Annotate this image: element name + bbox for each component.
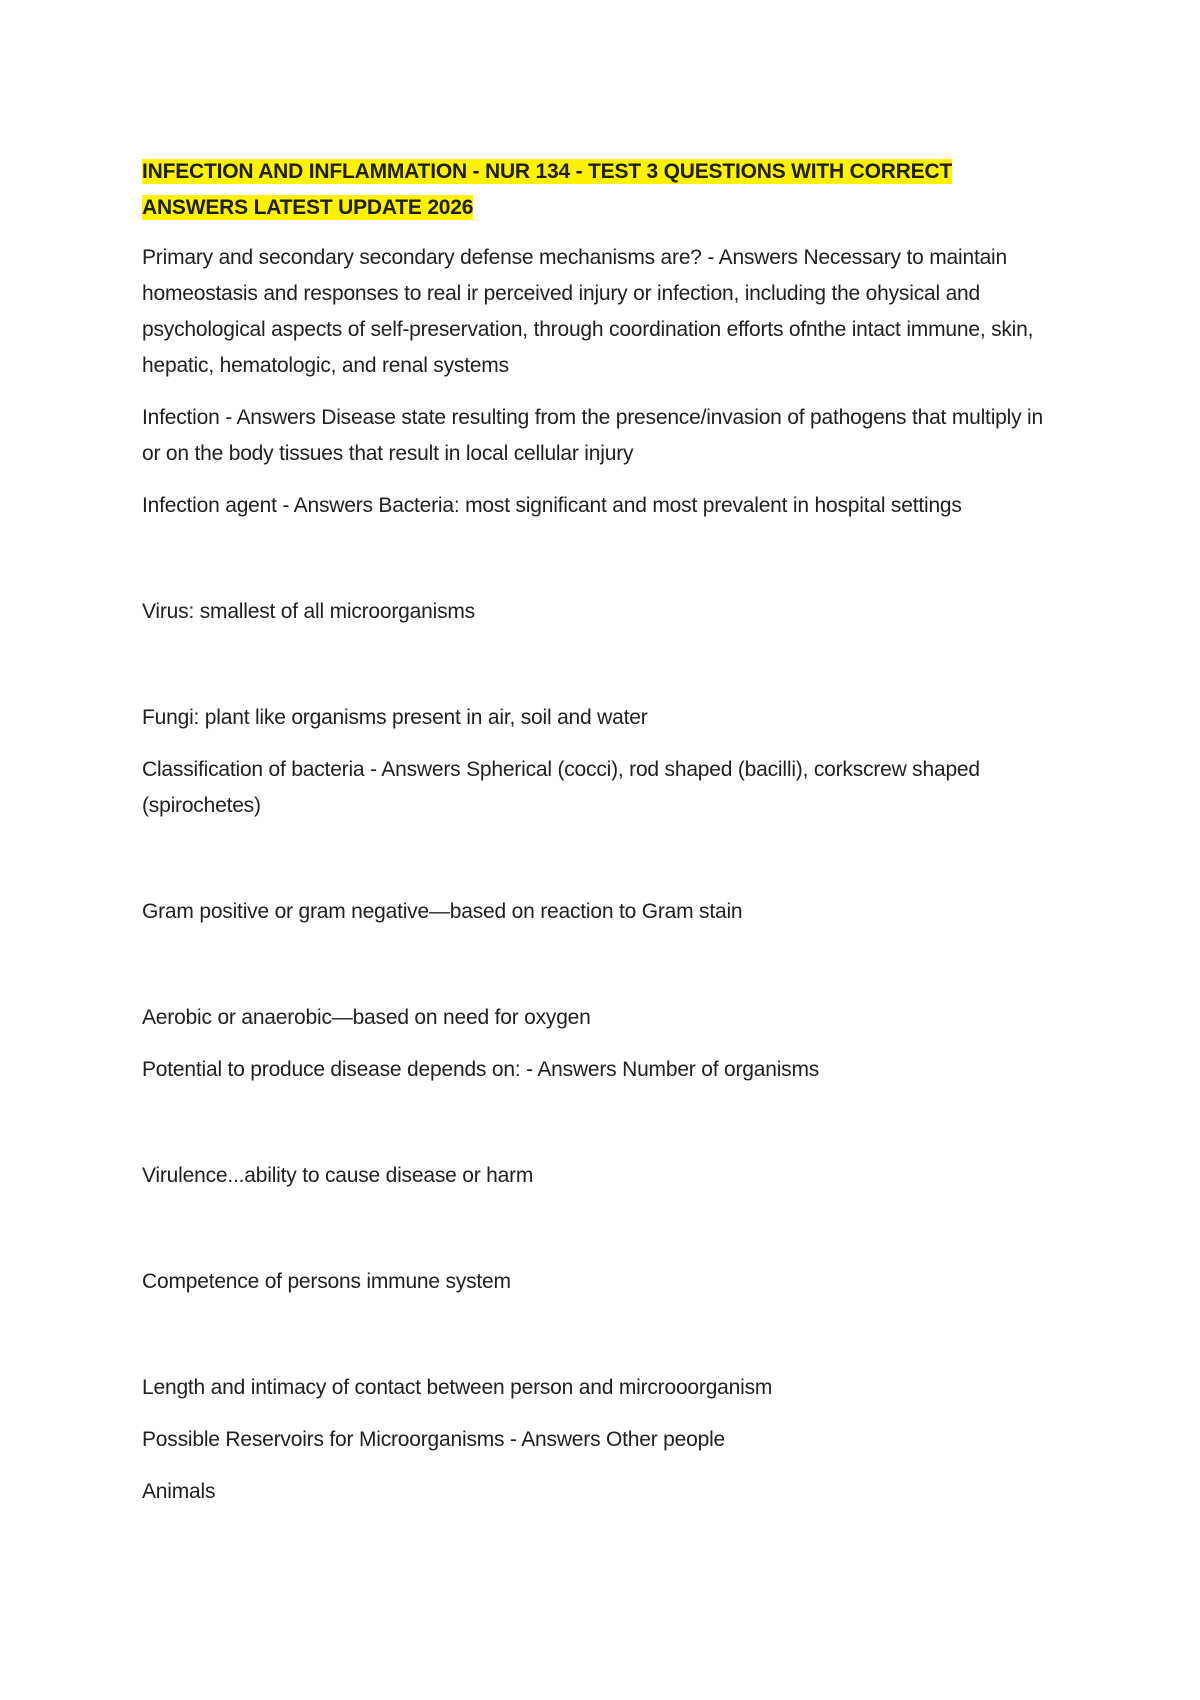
paragraph-reservoirs: Possible Reservoirs for Microorganisms - Answers Other people	[142, 1428, 726, 1451]
blank-line	[142, 1104, 1052, 1158]
paragraph-infection-agent: Infection agent - Answers Bacteria: most significant and most prevalent in hospital settings	[142, 494, 962, 517]
paragraph-virus: Virus: smallest of all microorganisms	[142, 600, 475, 623]
blank-line	[142, 1316, 1052, 1370]
blank-line	[142, 646, 1052, 700]
paragraph-contact-length: Length and intimacy of contact between person and mircrooorganism	[142, 1376, 773, 1399]
blank-line	[142, 840, 1052, 894]
paragraph-virulence: Virulence...ability to cause disease or harm	[142, 1164, 534, 1187]
paragraph-fungi: Fungi: plant like organisms present in air, soil and water	[142, 706, 648, 729]
blank-line	[142, 1210, 1052, 1264]
paragraph-defense-mechanisms: Primary and secondary secondary defense mechanisms are? - Answers Necessary to maintain homeostasis and responses to real ir perceived injury or infection, including the ohysical and psychological aspects of self-preservation, through coordination efforts ofnthe intact immune, skin, hepatic, hematologic, and renal systems	[142, 246, 1034, 377]
paragraph-bacteria-classification: Classification of bacteria - Answers Spherical (cocci), rod shaped (bacilli), corkscrew shaped (spirochetes)	[142, 758, 980, 817]
paragraph-infection: Infection - Answers Disease state resulting from the presence/invasion of pathogens that multiply in or on the body tissues that result in local cellular injury	[142, 406, 1043, 465]
paragraph-aerobic: Aerobic or anaerobic—based on need for oxygen	[142, 1006, 591, 1029]
paragraph-immune-competence: Competence of persons immune system	[142, 1270, 511, 1293]
blank-line	[142, 946, 1052, 1000]
blank-line	[142, 540, 1052, 594]
paragraph-disease-potential: Potential to produce disease depends on: - Answers Number of organisms	[142, 1058, 820, 1081]
document-title	[142, 154, 1052, 226]
title-highlight: INFECTION AND INFLAMMATION - NUR 134 - TEST 3 QUESTIONS WITH CORRECT ANSWERS LATEST UPDATE 2026	[142, 160, 953, 219]
paragraph-gram-stain: Gram positive or gram negative—based on reaction to Gram stain	[142, 900, 743, 923]
document-body	[142, 154, 1052, 1526]
paragraph-animals: Animals	[142, 1480, 216, 1503]
